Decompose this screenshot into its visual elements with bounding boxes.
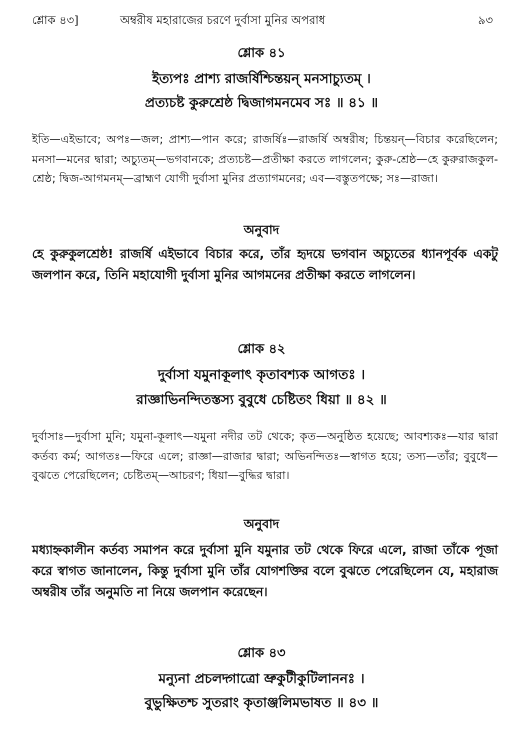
verse-42-line-1: দুর্বাসা যমুনাকূলাৎ কৃতাবশ্যক আগতঃ । (157, 367, 366, 383)
synonyms-text: ইতি—এইভাবে; অপঃ—জল; প্রাশ্য—পান করে; রাজর্ষিঃ—রাজর্ষি অম্বরীষ; চিন্তয়ন্—বিচার করেছিলেন; মনসা—মনের দ্বারা; অচ্যুতম্—ভগবানকে; প্রত্যচষ্ট—প্রতীক্ষা করতে লাগলেন; কুরু-শ্রেষ্ঠ—হে কুরুরাজকুল-শ্রেষ্ঠ; দ্বিজ-আগমনম্—ব্রাহ্মণ যোগী দুর্বাসা মুনির প্রত্যাগমনের; এব—বস্তুতপক্ষে; সঃ—রাজা। (32, 133, 498, 185)
verse-43-title: শ্লোক ৪৩ (237, 646, 286, 661)
synonyms-text: দুর্বাসাঃ—দুর্বাসা মুনি; যমুনা-কূলাৎ—যমুনা নদীর তট থেকে; কৃত—অনুষ্ঠিত হয়েছে; আবশ্যকঃ—যার দ্বারা কর্তব্য কর্ম; আগতঃ—ফিরে এলে; রাজ্ঞা—রাজার দ্বারা; অভিনন্দিতঃ—স্বাগত হয়ে; তস্য—তাঁর; বুবুধে—বুঝতে পেরেছিলেন; চেষ্টিতম্—আচরণ; ধিয়া—বুদ্ধির দ্বারা। (32, 430, 498, 482)
verse-41-synonyms (32, 130, 498, 189)
header-verse-ref: শ্লোক ৪৩] (32, 13, 79, 27)
verse-41-line-2: প্রত্যচষ্ট কুরুশ্রেষ্ঠ দ্বিজাগমনমেব সঃ ॥ ৪১ ॥ (144, 95, 379, 111)
verse-42-synonyms (32, 427, 498, 486)
verse-41-translation-heading: অনুবাদ (243, 222, 280, 237)
verse-41-title: শ্লোক ৪১ (237, 46, 286, 61)
verse-42-translation-heading: অনুবাদ (243, 516, 280, 531)
verse-43-line-1: মন্যুনা প্রচলদ্গাত্রো ভ্রুকুটীকুটিলাননঃ । (158, 671, 365, 687)
verse-41-translation (32, 244, 498, 286)
page-number: ৯৩ (478, 13, 493, 27)
translation-text: মধ্যাহ্নকালীন কর্তব্য সমাপন করে দুর্বাসা মুনি যমুনার তট থেকে ফিরে এলে, রাজা তাঁকে পূজা করে স্বাগত জানালেন, কিন্তু দুর্বাসা মুনি তাঁর যোগশক্তির বলে বুঝতে পেরেছিলেন যে, মহারাজ অম্বরীষ তাঁর অনুমতি না নিয়ে জলপান করেছেন। (32, 543, 498, 599)
verse-42-translation (32, 540, 498, 603)
running-header (32, 12, 493, 30)
header-chapter-title: অম্বরীষ মহারাজের চরণে দুর্বাসা মুনির অপরাধ (120, 13, 326, 27)
verse-43-line-2: বুভুক্ষিতশ্চ সুতরাং কৃতাঞ্জলিমভাষত ॥ ৪৩ ॥ (144, 695, 379, 711)
verse-41-line-1: ইত্যপঃ প্রাশ্য রাজর্ষিশ্চিন্তয়ন্ মনসাচ্যুতম্ । (152, 71, 371, 87)
verse-42-line-2: রাজ্ঞাভিনন্দিতস্তস্য বুবুধে চেষ্টিতং ধিয়া ॥ ৪২ ॥ (136, 392, 387, 408)
translation-text: হে কুরুকুলশ্রেষ্ঠ! রাজর্ষি এইভাবে বিচার করে, তাঁর হৃদয়ে ভগবান অচ্যুতের ধ্যানপূর্বক একটু জলপান করে, তিনি মহাযোগী দুর্বাসা মুনির আগমনের প্রতীক্ষা করতে লাগলেন। (32, 247, 498, 282)
verse-42-title: শ্লোক ৪২ (237, 342, 286, 357)
